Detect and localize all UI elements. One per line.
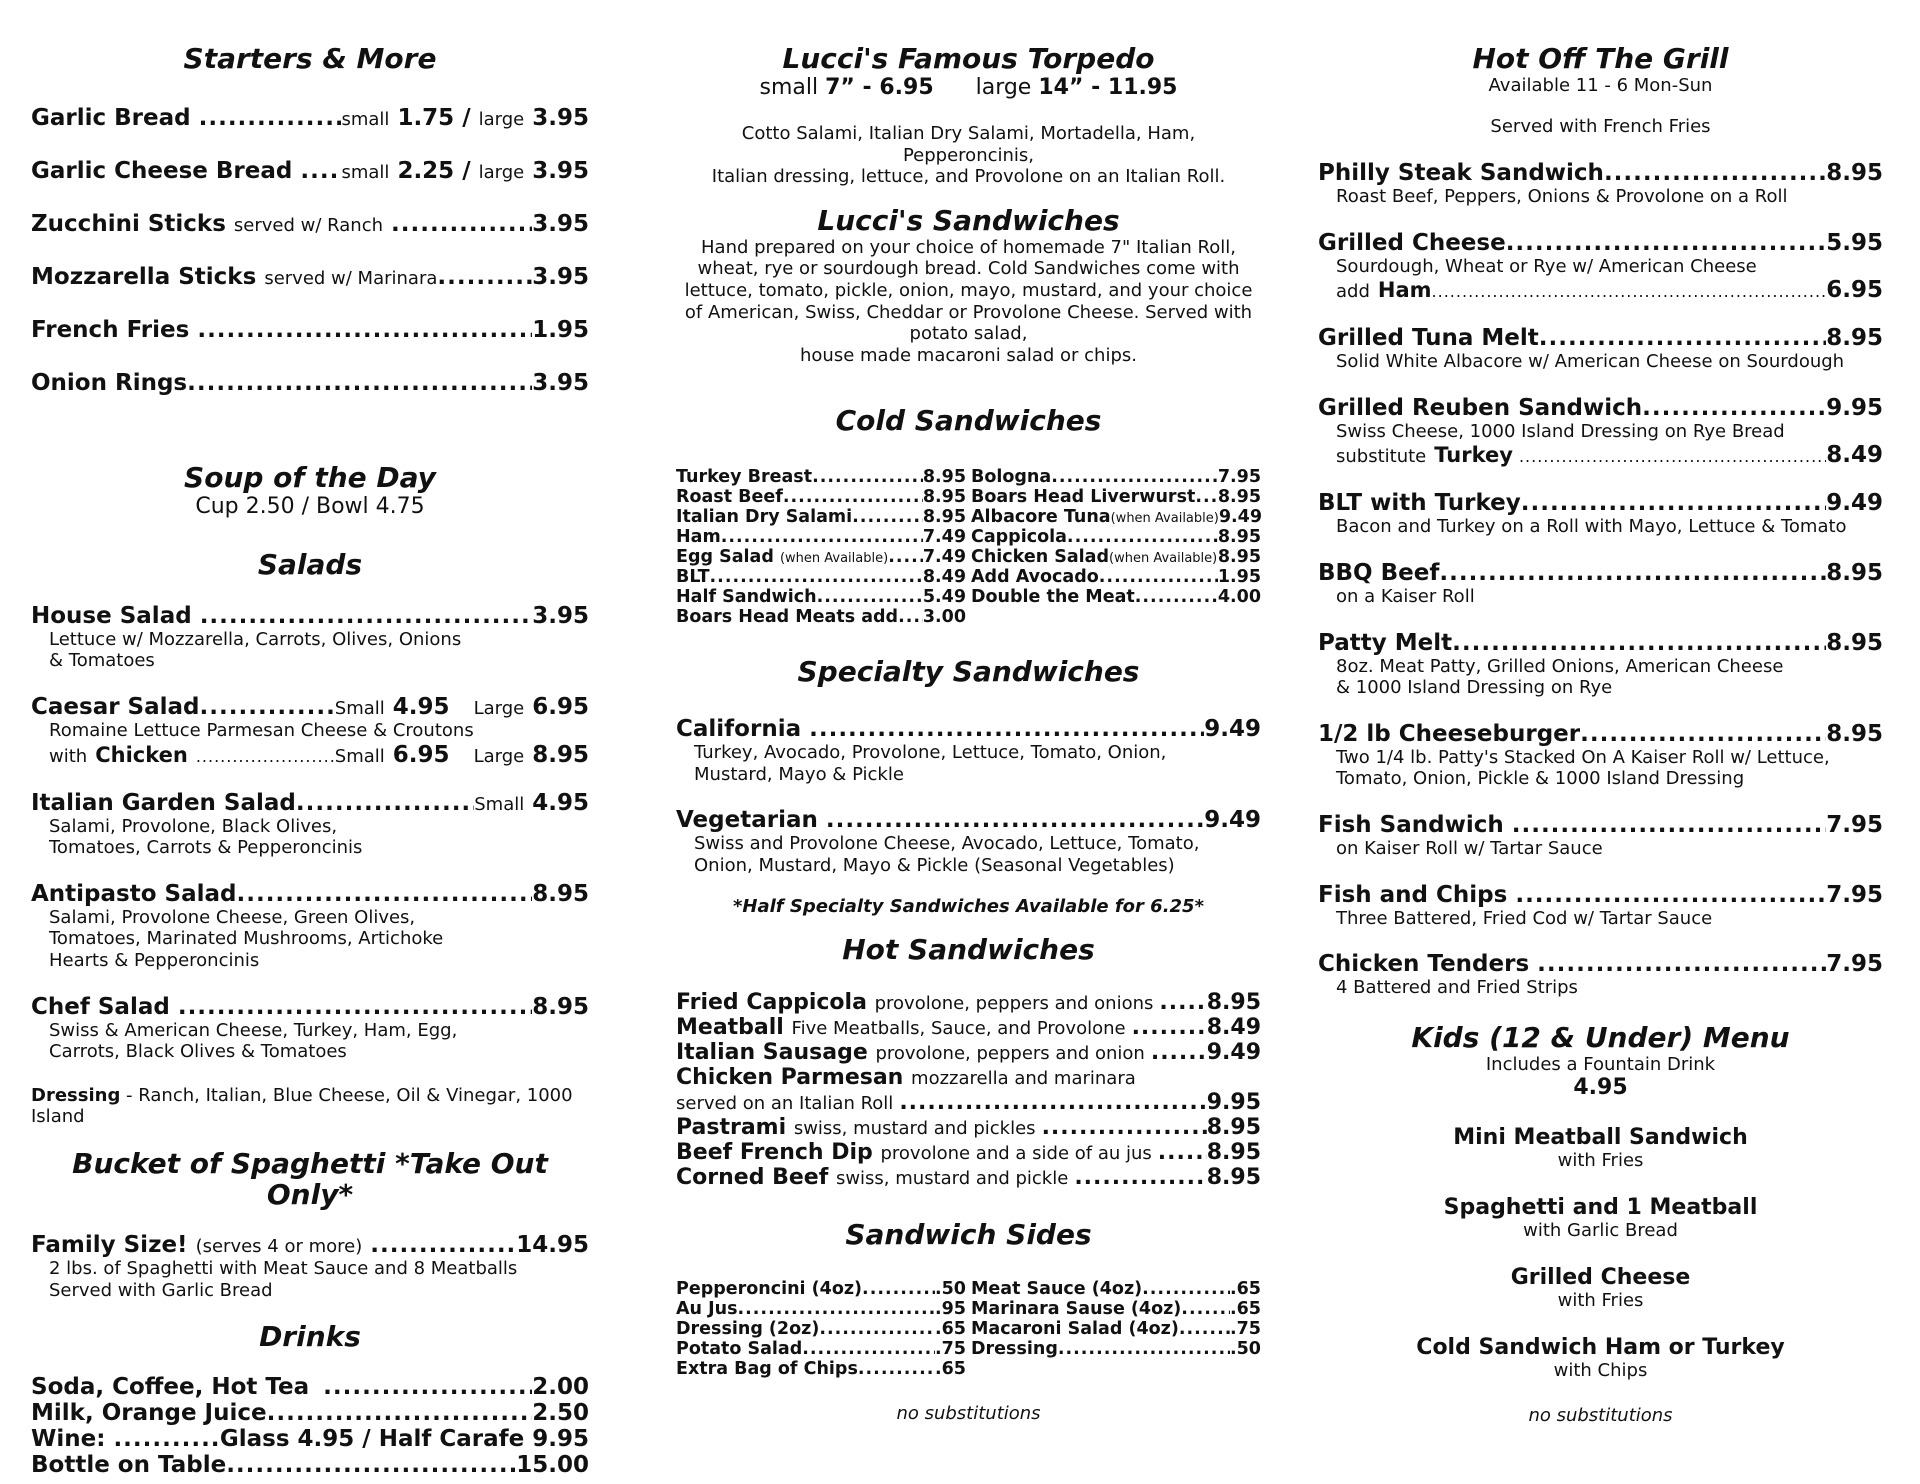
salads-heading: Salads (257, 547, 363, 581)
column-center (676, 30, 1261, 1424)
menu-item: Extra Bag of Chips ..... .65 (676, 1359, 966, 1379)
grill-availability: Available 11 - 6 Mon-Sun (1488, 74, 1713, 96)
specialty-note: *Half Specialty Sandwiches Available for 6.25* (733, 896, 1204, 918)
menu-item: Mozzarella Sticks served w/ Marinara ..... 3.95 (31, 264, 589, 317)
kids-item: Mini Meatball Sandwich with Fries (1453, 1125, 1748, 1172)
grill-item: Chicken Tenders ..... 7.95 4 Battered and Fried Strips (1318, 951, 1883, 999)
menu-item: Italian Sausage provolone, peppers and onion ..... 9.49 (676, 1040, 1261, 1065)
kids-item: Cold Sandwich Ham or Turkey with Chips (1416, 1335, 1785, 1382)
menu-item: Pepperoncini (4oz) ..... .50 (676, 1279, 966, 1299)
menu-item: Boars Head Meats add ..... 3.00 (676, 607, 966, 627)
soup-heading: Soup of the Day (184, 460, 436, 494)
menu-item: Chicken Parmesan mozzarella and marinara (676, 1065, 1136, 1091)
menu-item: Roast Beef ..... 8.95 (676, 487, 966, 507)
grill-item: Patty Melt ..... 8.95 8oz. Meat Patty, Grilled Onions, American Cheese & 1000 Island Dressing on Rye (1318, 630, 1883, 699)
menu-item: Garlic Cheese Bread ..... small 2.25 / large 3.95 (31, 158, 589, 211)
menu-item: Add Avocado ..... 1.95 (971, 567, 1261, 587)
menu-item: Half Sandwich ..... 5.49 (676, 587, 966, 607)
bucket-item: Family Size! (serves 4 or more) ..... 14.95 2 lbs. of Spaghetti with Meat Sauce and 8 Meatballs Served with Garlic Bread (31, 1232, 589, 1301)
hot-heading: Hot Sandwiches (842, 933, 1095, 967)
menu-item: French Fries ..... 1.95 (31, 317, 589, 370)
sides-heading: Sandwich Sides (845, 1218, 1092, 1252)
menu-item: Milk, Orange Juice ..... 2.50 (31, 1400, 589, 1426)
menu-item: Dressing (2oz) ..... .65 (676, 1319, 966, 1339)
grill-item: 1/2 lb Cheeseburger ..... 8.95 Two 1/4 lb. Patty's Stacked On A Kaiser Roll w/ Lettuce, Tomato, Onion, Pickle & 1000 Island Dressing (1318, 721, 1883, 790)
salad-item: Caesar Salad ..... Small 4.95 Large 6.95 Romaine Lettuce Parmesan Cheese & Croutons with Chicken ..... Small 6.95 Large 8.95 (31, 694, 589, 768)
cold-heading: Cold Sandwiches (835, 404, 1102, 438)
grill-served: Served with French Fries (1490, 116, 1711, 138)
menu-item: Bologna ..... 7.95 (971, 467, 1261, 487)
menu-item: Pastrami swiss, mustard and pickles ..... 8.95 (676, 1115, 1261, 1140)
grill-item: Fish and Chips ..... 7.95 Three Battered, Fried Cod w/ Tartar Sauce (1318, 882, 1883, 930)
torpedo-desc: Cotto Salami, Italian Dry Salami, Mortadella, Ham, Pepperoncinis, Italian dressing, lettuce, and Provolone on an Italian Roll. (711, 123, 1226, 188)
torpedo-prices: small 7” - 6.95 large 14” - 11.95 (759, 74, 1178, 100)
grill-item: BLT with Turkey ..... 9.49 Bacon and Turkey on a Roll with Mayo, Lettuce & Tomato (1318, 490, 1883, 538)
grill-item: Grilled Reuben Sandwich ..... 9.95 Swiss Cheese, 1000 Island Dressing on Rye Bread substitute Turkey ..... 8.49 (1318, 395, 1883, 469)
drinks-list (31, 1374, 589, 1478)
starters-list (31, 105, 589, 423)
menu-item: Meatball Five Meatballs, Sauce, and Provolone ..... 8.49 (676, 1015, 1261, 1040)
dressing-note: Dressing - Ranch, Italian, Blue Cheese, Oil & Vinegar, 1000 Island (31, 1084, 573, 1127)
salad-item: Chef Salad ..... 8.95 Swiss & American Cheese, Turkey, Ham, Egg, Carrots, Black Olives & Tomatoes (31, 994, 589, 1063)
grill-heading: Hot Off The Grill (1472, 42, 1729, 75)
menu-item: Macaroni Salad (4oz) ..... .75 (971, 1319, 1261, 1339)
grill-item: Fish Sandwich ..... 7.95 on Kaiser Roll w/ Tartar Sauce (1318, 812, 1883, 860)
kids-sub: Includes a Fountain Drink (1485, 1053, 1716, 1075)
menu-item: Chicken Salad (when Available) ..... 8.95 (971, 547, 1261, 567)
kids-note: no substitutions (1528, 1405, 1673, 1427)
menu-item: Egg Salad (when Available) ..... 7.49 (676, 547, 966, 567)
kids-item: Spaghetti and 1 Meatball with Garlic Bread (1443, 1195, 1758, 1242)
grill-item: BBQ Beef ..... 8.95 on a Kaiser Roll (1318, 560, 1883, 608)
menu-item: Bottle on Table ..... 15.00 (31, 1452, 589, 1478)
soup-prices: Cup 2.50 / Bowl 4.75 (195, 493, 425, 519)
kids-heading: Kids (12 & Under) Menu (1411, 1020, 1790, 1054)
menu-item: Boars Head Liverwurst ..... 8.95 (971, 487, 1261, 507)
menu-item: Wine: ..... Glass 4.95 / Half Carafe 9.95 (31, 1426, 589, 1452)
sandwiches-heading: Lucci's Sandwiches (817, 203, 1120, 237)
menu-item: Turkey Breast ..... 8.95 (676, 467, 966, 487)
menu-item: Cappicola ..... 8.95 (971, 527, 1261, 547)
menu-item: Ham ..... 7.49 (676, 527, 966, 547)
salad-item: Antipasto Salad ..... 8.95 Salami, Provolone Cheese, Green Olives, Tomatoes, Marinated Mushrooms, Artichoke Hearts & Pepperoncinis (31, 881, 589, 972)
sandwiches-desc: Hand prepared on your choice of homemade 7" Italian Roll, wheat, rye or sourdough bread. Cold Sandwiches come with lettuce, tomato, pickle, onion, mayo, mustard, and your choice of American, Swiss, Cheddar or Provolone Cheese. Served with potato salad, house made macaroni salad or chips. (684, 236, 1253, 366)
menu-item: Corned Beef swiss, mustard and pickle ..... 8.95 (676, 1165, 1261, 1190)
kids-price: 4.95 (1573, 1075, 1628, 1101)
menu-item: Beef French Dip provolone and a side of au jus ..... 8.95 (676, 1140, 1261, 1165)
starters-heading: Starters & More (183, 42, 437, 75)
grill-item: Grilled Tuna Melt ..... 8.95 Solid White Albacore w/ American Cheese on Sourdough (1318, 325, 1883, 373)
bucket-heading: Bucket of Spaghetti *Take Out Only* (72, 1146, 548, 1211)
menu-item: Zucchini Sticks served w/ Ranch ..... 3.95 (31, 211, 589, 264)
salad-item: Italian Garden Salad ..... Small 4.95 Salami, Provolone, Black Olives, Tomatoes, Carrots & Pepperoncinis (31, 790, 589, 859)
menu-item: Double the Meat ..... 4.00 (971, 587, 1261, 607)
menu-item: Fried Cappicola provolone, peppers and onions ..... 8.95 (676, 990, 1261, 1015)
column-left (31, 30, 589, 1478)
menu-item: Garlic Bread ..... small 1.75 / large 3.95 (31, 105, 589, 158)
hot-list: Fried Cappicola provolone, peppers and onions ..... 8.95 Meatball Five Meatballs, Sauce, and Provolone ..... 8.49 Italian Sausage provolone, peppers and onion ..... 9.49 Chicken Parmesan mozzarella and marinara served on an Italian Roll ..... 9.95 Pastrami swiss, mustard and pickles ..... 8.95 Beef French Dip provolone and a side of au jus ..... 8.95 Corned Beef swiss, mustard and pickle ..... 8.95 (676, 990, 1261, 1190)
cold-list (676, 467, 1261, 627)
menu-item: Albacore Tuna (when Available) 9.49 (971, 507, 1263, 528)
menu-item: Dressing ..... .50 (971, 1339, 1261, 1359)
torpedo-heading: Lucci's Famous Torpedo (782, 42, 1155, 75)
menu-item: Potato Salad ..... .75 (676, 1339, 966, 1359)
menu-item: Italian Dry Salami ..... 8.95 (676, 507, 966, 527)
specialty-heading: Specialty Sandwiches (797, 655, 1140, 689)
sides-list (676, 1279, 1261, 1379)
menu-item: BLT ..... 8.49 (676, 567, 966, 587)
specialty-item: Vegetarian ..... 9.49 Swiss and Provolone Cheese, Avocado, Lettuce, Tomato, Onion, Mustard, Mayo & Pickle (Seasonal Vegetables) (676, 807, 1261, 876)
column-right (1318, 30, 1883, 1426)
sides-note: no substitutions (896, 1402, 1041, 1424)
specialty-item: California ..... 9.49 Turkey, Avocado, Provolone, Lettuce, Tomato, Onion, Mustard, Mayo & Pickle (676, 716, 1261, 785)
grill-item: Philly Steak Sandwich ..... 8.95 Roast Beef, Peppers, Onions & Provolone on a Roll (1318, 160, 1883, 208)
salad-item: House Salad ..... 3.95 Lettuce w/ Mozzarella, Carrots, Olives, Onions & Tomatoes (31, 603, 589, 672)
grill-item: Grilled Cheese ..... 5.95 Sourdough, Wheat or Rye w/ American Cheese add Ham ..... 6.95 (1318, 230, 1883, 304)
menu-item: Soda, Coffee, Hot Tea ..... 2.00 (31, 1374, 589, 1400)
menu-item: Marinara Sause (4oz) ..... .65 (971, 1299, 1261, 1319)
menu-item: Meat Sauce (4oz) ..... .65 (971, 1279, 1261, 1299)
kids-item: Grilled Cheese with Fries (1510, 1265, 1691, 1312)
drinks-heading: Drinks (259, 1319, 361, 1353)
menu-item: Au Jus ..... .95 (676, 1299, 966, 1319)
menu-item: Onion Rings ..... 3.95 (31, 370, 589, 423)
